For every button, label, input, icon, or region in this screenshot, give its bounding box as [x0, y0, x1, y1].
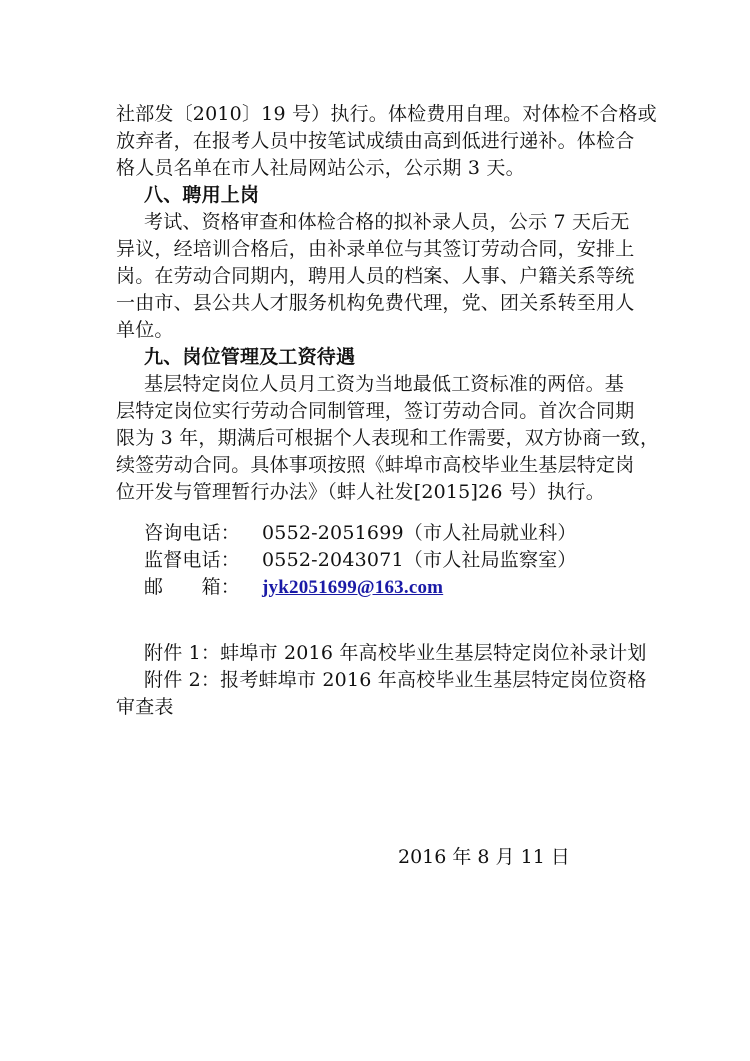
contact-consult [144, 522, 577, 544]
contact-supervise-label: 监督电话： [144, 549, 241, 571]
contact-email [144, 576, 443, 599]
body-text-line: 位开发与管理暂行办法》（蚌人社发[2015]26 号）执行。 [116, 481, 605, 503]
body-text-line: 单位。 [116, 319, 174, 341]
body-text-line: 一由市、县公共人才服务机构免费代理，党、团关系转至用人 [116, 292, 635, 314]
body-text-line: 续签劳动合同。具体事项按照《蚌埠市高校毕业生基层特定岗 [116, 454, 635, 476]
document-date: 2016 年 8 月 11 日 [398, 846, 570, 868]
body-text-line: 基层特定岗位人员月工资为当地最低工资标准的两倍。基 [144, 373, 625, 395]
contact-consult-label: 咨询电话： [144, 522, 241, 544]
contact-email-label: 邮 箱： [144, 576, 241, 598]
body-text-line: 限为 3 年，期满后可根据个人表现和工作需要，双方协商一致， [116, 427, 660, 449]
contact-supervise [144, 549, 577, 571]
attachment-2-line-1: 附件 2：报考蚌埠市 2016 年高校毕业生基层特定岗位资格 [144, 669, 647, 691]
section-heading-management: 九、岗位管理及工资待遇 [144, 346, 356, 368]
contact-consult-value: 0552-2051699（市人社局就业科） [262, 522, 577, 544]
email-link[interactable]: jyk2051699@163.com [262, 577, 444, 598]
attachment-2-line-2: 审查表 [116, 696, 174, 718]
attachment-1: 附件 1：蚌埠市 2016 年高校毕业生基层特定岗位补录计划 [144, 642, 647, 664]
contact-supervise-value: 0552-2043071（市人社局监察室） [262, 549, 577, 571]
body-text-line: 异议，经培训合格后，由补录单位与其签订劳动合同，安排上 [116, 238, 635, 260]
body-text-line: 社部发〔2010〕19 号）执行。体检费用自理。对体检不合格或 [116, 103, 657, 125]
body-text-line: 放弃者，在报考人员中按笔试成绩由高到低进行递补。体检合 [116, 130, 635, 152]
body-text-line: 岗。在劳动合同期内，聘用人员的档案、人事、户籍关系等统 [116, 265, 635, 287]
body-text-line: 层特定岗位实行劳动合同制管理，签订劳动合同。首次合同期 [116, 400, 635, 422]
body-text-line: 格人员名单在市人社局网站公示，公示期 3 天。 [116, 157, 525, 179]
section-heading-hiring: 八、聘用上岗 [144, 184, 260, 206]
body-text-line: 考试、资格审查和体检合格的拟补录人员，公示 7 天后无 [144, 211, 630, 233]
